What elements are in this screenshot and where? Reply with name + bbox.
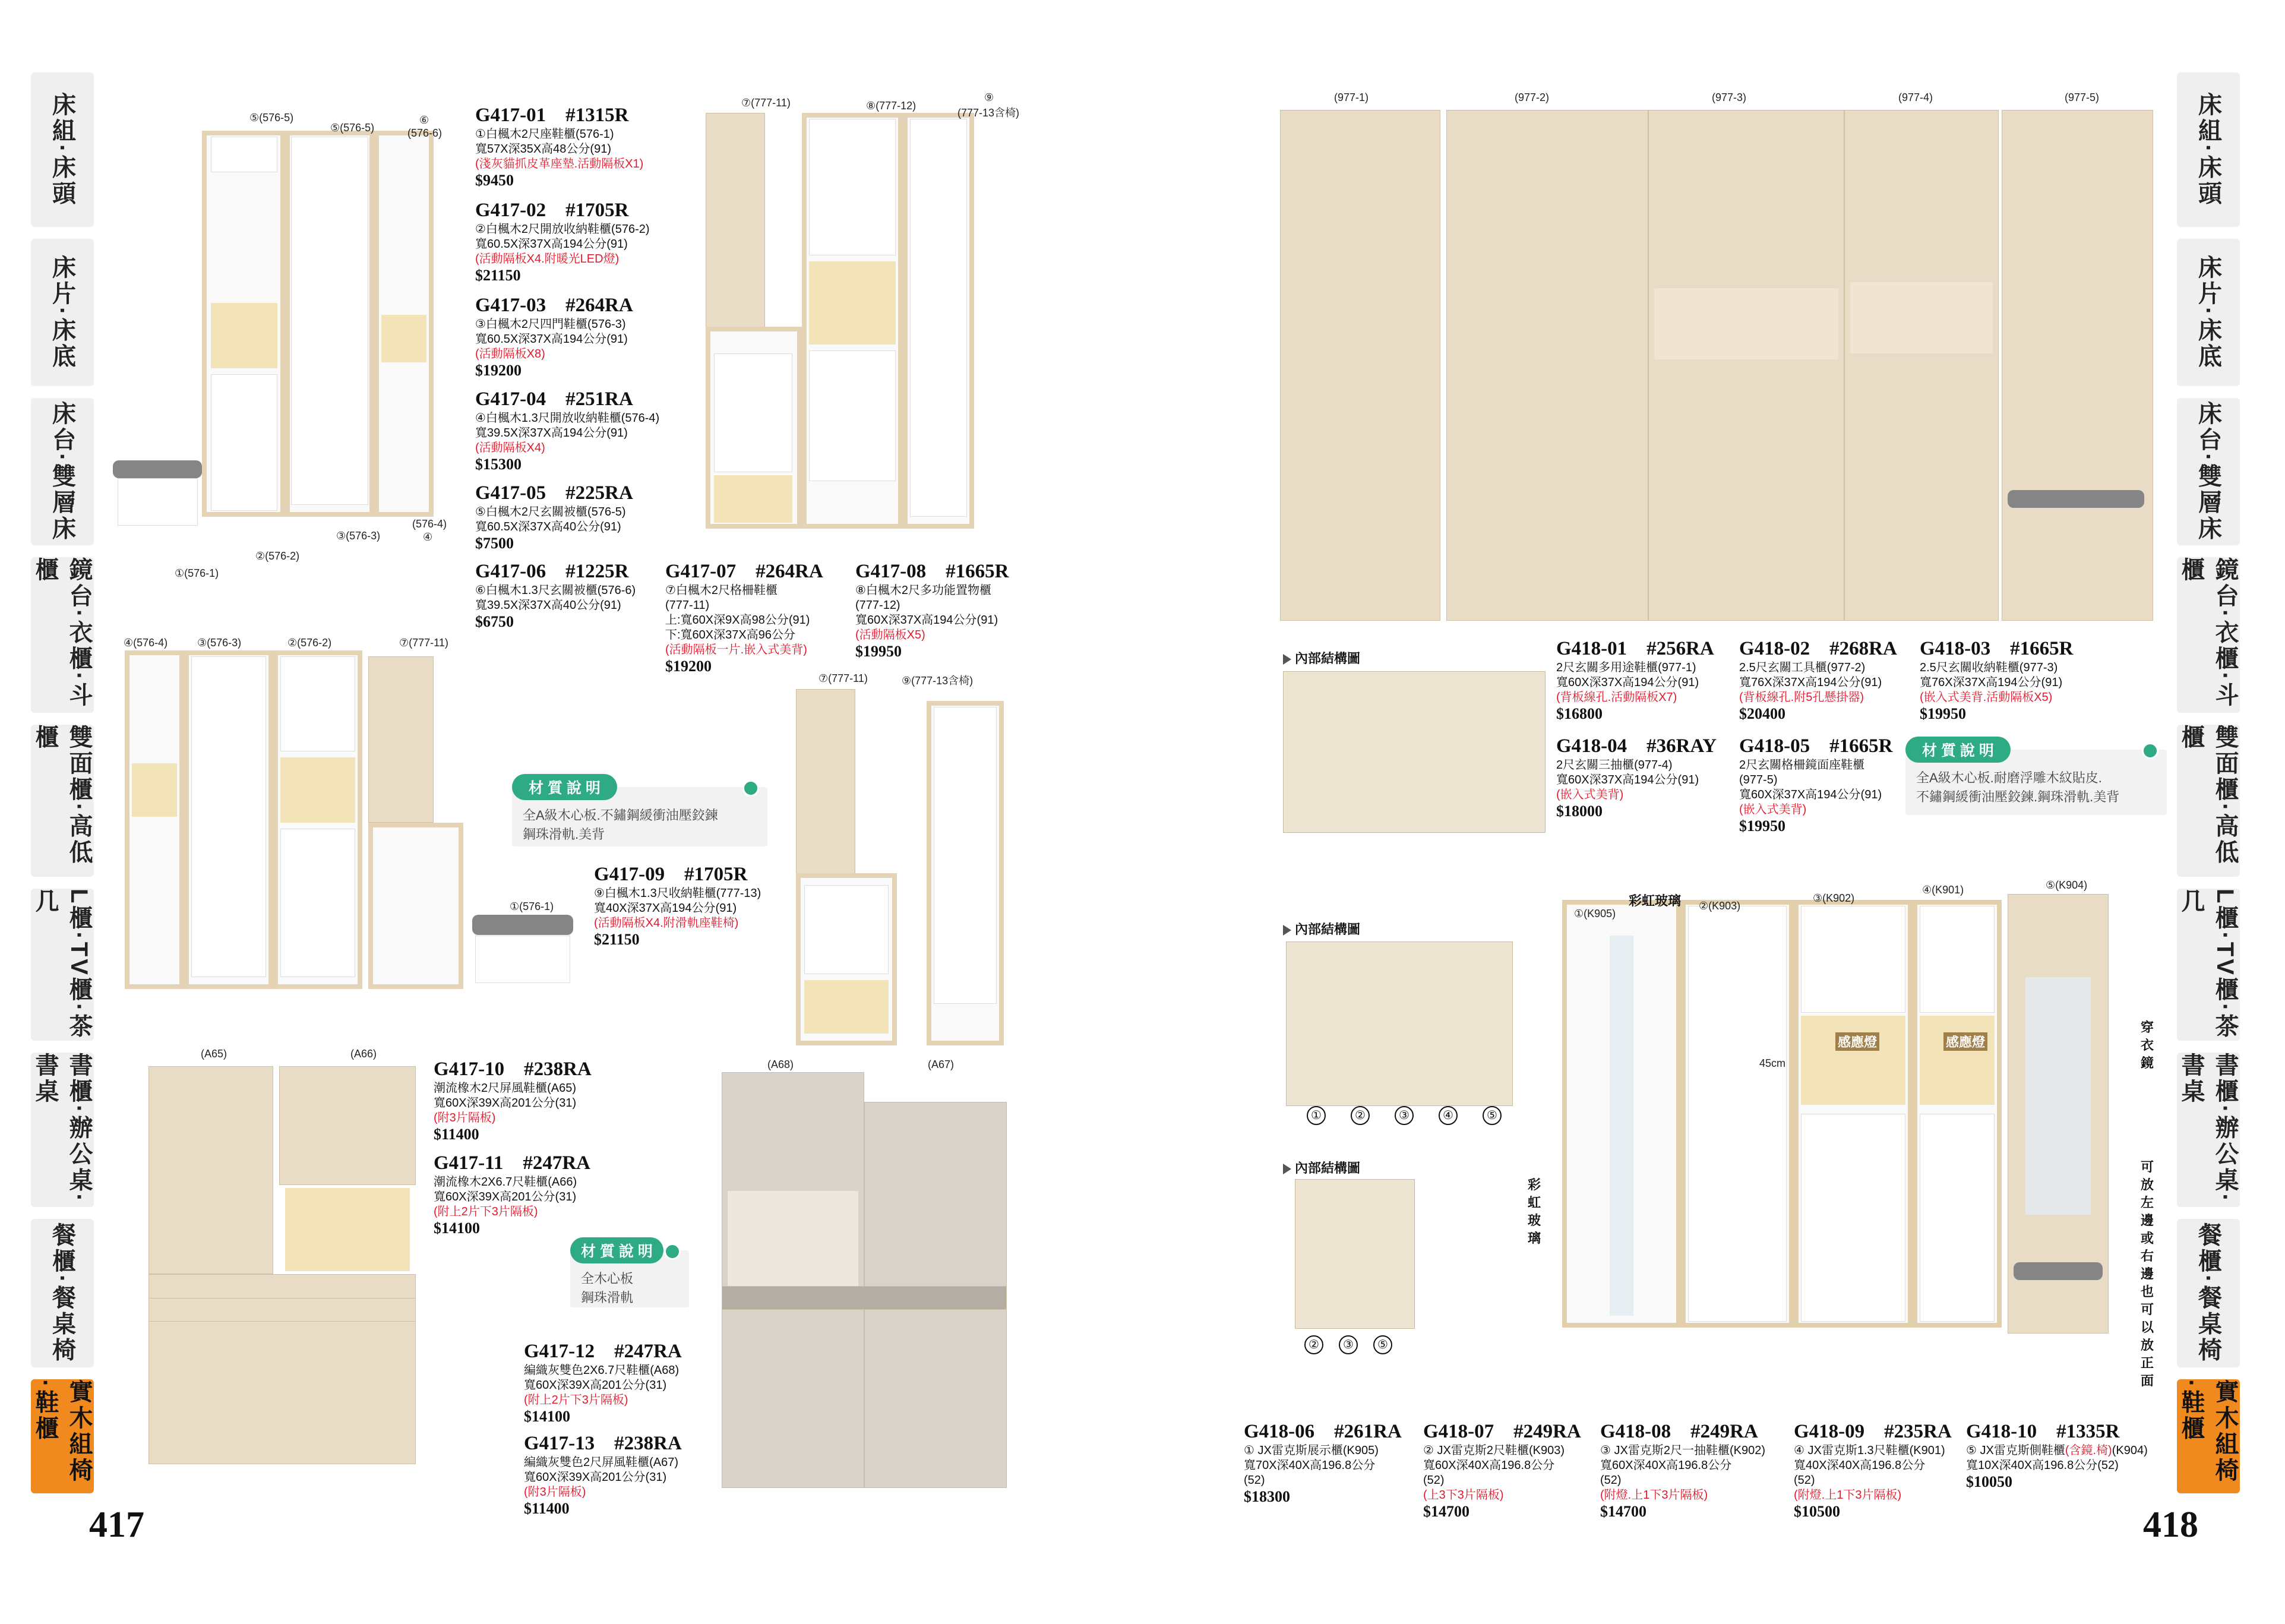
product-size: 寬39.5X深37X高194公分(91) (475, 426, 628, 440)
product-desc: 2尺玄關三抽櫃(977-4) (1556, 759, 1673, 772)
product-code: G418-07 #249RA (1423, 1421, 1581, 1442)
product-size: (777-12) (855, 599, 900, 612)
tab-double-sided-cabinet[interactable]: 雙面櫃·高低櫃 (2177, 725, 2240, 877)
label-977-5: (977-5) (2065, 91, 2100, 103)
label-mid-576-3: ③(576-3) (197, 637, 242, 649)
product-g417-08 (855, 560, 1034, 661)
interior-num-2: ② (1304, 1335, 1323, 1354)
label-576-2: ②(576-2) (255, 550, 300, 562)
product-g418-08 (1600, 1420, 1790, 1521)
product-price: $14100 (434, 1219, 480, 1237)
tab-bed-frame[interactable]: 床台·雙層床 (2177, 398, 2240, 545)
product-desc: ⑦白楓木2尺格柵鞋櫃 (665, 584, 778, 597)
product-photo-a65-a66 (143, 1060, 422, 1476)
product-g418-06 (1244, 1420, 1422, 1506)
product-desc: 編織灰雙色2X6.7尺鞋櫃(A68) (524, 1364, 680, 1377)
product-code: G417-07 #264RA (665, 561, 823, 582)
product-code: G417-12 #247RA (524, 1341, 682, 1362)
product-note: (活動隔板X8) (475, 347, 545, 361)
product-price: $19950 (1920, 705, 1966, 722)
material-line: 鋼珠滑軌 (581, 1290, 634, 1305)
label-977-3: (977-3) (1712, 91, 1747, 103)
material-line: 全A級木心板.耐磨浮雕木紋貼皮. (1916, 770, 2102, 785)
interior-numbers-small (1304, 1335, 1423, 1354)
product-price: $14700 (1600, 1503, 1646, 1520)
product-size: (977-5) (1739, 773, 1778, 786)
tab-vanity-wardrobe[interactable]: 鏡台·衣櫃·斗櫃 (31, 557, 94, 713)
product-photo-k90x-set (1556, 888, 2126, 1381)
label-576-6: (576-6) (407, 127, 443, 139)
interior-title-2: 內部結構圖 (1283, 920, 1360, 938)
product-note: (附3片隔板) (524, 1486, 586, 1499)
interior-num-2: ② (1351, 1106, 1370, 1125)
product-size: 寬40X深40X高196.8公分 (1794, 1459, 1926, 1472)
product-desc: ②白楓木2尺開放收納鞋櫃(576-2) (475, 223, 650, 236)
interior-numbers (1307, 1106, 1521, 1125)
callout-mirror: 穿衣鏡 (2141, 1020, 2154, 1070)
product-code: G418-01 #256RA (1556, 638, 1714, 659)
product-note: (嵌入式美背) (1556, 788, 1624, 801)
product-desc: 2.5尺玄關收納鞋櫃(977-3) (1920, 661, 2058, 674)
label-977-2: (977-2) (1515, 91, 1550, 103)
product-g418-02 (1739, 637, 1923, 723)
tab-vanity-wardrobe[interactable]: 鏡台·衣櫃·斗櫃 (2177, 557, 2240, 713)
product-size: 寬40X深37X高194公分(91) (594, 902, 737, 915)
page-number-right: 418 (2143, 1505, 2198, 1545)
interior-num-5: ⑤ (1373, 1335, 1392, 1354)
product-size2: 寬60X深37X高194公分(91) (1739, 788, 1882, 801)
product-size: 寬10X深40X高196.8公分(52) (1966, 1459, 2119, 1472)
product-note: (活動隔板X4) (475, 441, 545, 454)
product-g417-02 (475, 198, 701, 285)
product-photo-777-13-set (796, 683, 1016, 1051)
label-576-5b: ⑤(576-5) (330, 122, 375, 134)
material-title: 材 質 說 明 (570, 1237, 663, 1263)
product-code: G418-05 #1665R (1739, 735, 1893, 757)
product-g417-03 (475, 293, 701, 380)
label-mid-576-4: ④(576-4) (124, 637, 168, 649)
product-price: $7500 (475, 535, 514, 552)
material-line: 全A級木心板.不鏽鋼緩衝油壓鉸鍊 (523, 808, 718, 823)
product-desc: 2尺玄關多用途鞋櫃(977-1) (1556, 661, 1696, 674)
product-size: 寬60.5X深37X高194公分(91) (475, 238, 628, 251)
product-desc: ④ JX雷克斯1.3尺鞋櫃(K901) (1794, 1444, 1945, 1457)
label-a65: (A65) (201, 1048, 227, 1060)
product-size: 寬70X深40X高196.8公分 (1244, 1459, 1376, 1472)
product-price: $11400 (434, 1126, 479, 1143)
product-size: 寬39.5X深37X高40公分(91) (475, 599, 621, 612)
product-g417-05 (475, 481, 701, 552)
product-note: (背板線孔.附5孔懸掛器) (1739, 691, 1864, 704)
label-777-12: ⑧(777-12) (866, 100, 916, 112)
product-price: $14700 (1423, 1503, 1469, 1520)
product-note: (活動隔板X4.附暖光LED燈) (475, 252, 620, 266)
product-size: 寬60X深39X高201公分(31) (524, 1379, 667, 1392)
product-code: G418-08 #249RA (1600, 1421, 1758, 1442)
product-g418-07 (1423, 1420, 1601, 1521)
product-note: (附上2片下3片隔板) (434, 1205, 538, 1218)
product-price: $11400 (524, 1500, 570, 1517)
product-price: $10500 (1794, 1503, 1840, 1520)
tab-shoe-cabinet[interactable]: 實木組椅·鞋櫃 (2177, 1379, 2240, 1493)
product-price: $6750 (475, 613, 514, 630)
callout-mount-position: 可放左邊或右邊也可以放正面 (2141, 1159, 2154, 1388)
product-g417-10 (434, 1057, 612, 1143)
product-note: (上3下3片隔板) (1423, 1489, 1504, 1502)
label-a67: (A67) (928, 1059, 955, 1070)
material-line: 全木心板 (581, 1271, 634, 1286)
product-code: G418-06 #261RA (1244, 1421, 1402, 1442)
product-note: (附燈.上1下3片隔板) (1794, 1489, 1902, 1502)
material-dot-icon (664, 1243, 681, 1260)
label-a66: (A66) (350, 1048, 377, 1060)
product-price: $18300 (1244, 1488, 1290, 1505)
tab-bed-set[interactable]: 床組·床頭 (2177, 72, 2240, 227)
label-k902: ③(K902) (1813, 892, 1855, 904)
product-note: (背板線孔.活動隔板X7) (1556, 691, 1677, 704)
label-576-3: ③(576-3) (336, 530, 381, 542)
product-size: 寬60X深40X高196.8公分 (1600, 1459, 1732, 1472)
product-code: G418-10 #1335R (1966, 1421, 2120, 1442)
label-k905: ①(K905) (1574, 908, 1616, 920)
label-a68: (A68) (767, 1059, 794, 1070)
product-note: (活動隔板一片.嵌入式美背) (665, 643, 807, 656)
tab-bed-frame[interactable]: 床台·雙層床 (31, 398, 94, 545)
product-desc: ①白楓木2尺座鞋櫃(576-1) (475, 128, 614, 141)
tab-tv-cabinet[interactable]: L櫃·TV櫃·茶几 (31, 889, 94, 1041)
product-price: $10050 (1966, 1473, 2012, 1490)
product-desc: ③白楓木2尺四門鞋櫃(576-3) (475, 318, 626, 331)
product-code: G418-03 #1665R (1920, 638, 2074, 659)
product-note: (活動隔板X4.附滑軌座鞋椅) (594, 917, 739, 930)
product-code: G417-04 #251RA (475, 388, 633, 410)
product-size2: (52) (1423, 1474, 1445, 1487)
product-g417-13 (524, 1432, 726, 1518)
label-576-5a: ⑤(576-5) (249, 112, 294, 124)
product-price: $19200 (475, 362, 522, 379)
interior-num-5: ⑤ (1483, 1106, 1502, 1125)
label-k904: ⑤(K904) (2046, 879, 2088, 891)
product-g418-10 (1966, 1420, 2162, 1491)
product-size: (777-11) (665, 599, 710, 612)
material-dot-icon (742, 780, 759, 797)
label-777-13-num: ⑨ (984, 91, 994, 103)
label-mid-576-1: ①(576-1) (510, 901, 554, 912)
product-size2: 上:寬60X深9X高98公分(91) (665, 614, 810, 627)
interior-num-1: ① (1307, 1106, 1326, 1125)
tab-double-sided-cabinet[interactable]: 雙面櫃·高低櫃 (31, 725, 94, 877)
product-code: G417-13 #238RA (524, 1433, 682, 1454)
product-note: (附燈.上1下3片隔板) (1600, 1489, 1708, 1502)
product-g418-09 (1794, 1420, 1978, 1521)
product-size: 寬60.5X深37X高194公分(91) (475, 333, 628, 346)
product-desc: 2尺玄關格柵鏡面座鞋櫃 (1739, 759, 1865, 772)
product-code: G418-02 #268RA (1739, 638, 1897, 659)
interior-photo-977 (1283, 671, 1546, 833)
tab-bookcase-desk[interactable]: 書櫃·辦公桌·書桌 (2177, 1053, 2240, 1207)
label-g4-777-13: ⑨(777-13含椅) (902, 675, 974, 687)
label-777-13: (777-13含椅) (957, 107, 1020, 119)
interior-num-3: ③ (1395, 1106, 1414, 1125)
product-desc: 潮流橡木2尺屏風鞋櫃(A65) (434, 1082, 577, 1095)
interior-num-4: ④ (1439, 1106, 1458, 1125)
product-size2: (52) (1794, 1474, 1815, 1487)
product-g417-12 (524, 1339, 726, 1426)
product-desc: ⑨白楓木1.3尺收納鞋櫃(777-13) (594, 887, 761, 900)
product-desc: ④白楓木1.3尺開放收納鞋櫃(576-4) (475, 412, 660, 425)
product-code: G417-01 #1315R (475, 105, 629, 126)
interior-title-3: 內部結構圖 (1283, 1158, 1360, 1177)
product-price: $15300 (475, 456, 522, 473)
tab-bed-set[interactable]: 床組·床頭 (31, 72, 94, 227)
callout-sensor-light-2: 感應燈 (1943, 1032, 1987, 1051)
product-desc: 潮流橡木2X6.7尺鞋櫃(A66) (434, 1176, 577, 1189)
callout-rainbow-glass-top: 彩虹玻璃 (1629, 893, 1682, 908)
product-photo-576-set (113, 125, 445, 576)
product-g417-07 (665, 560, 855, 675)
product-desc: ⑤白楓木2尺玄關被櫃(576-5) (475, 505, 626, 519)
product-price: $19950 (855, 643, 902, 660)
material-box-3 (1905, 743, 2167, 815)
product-code: G417-06 #1225R (475, 561, 629, 582)
product-desc: ① JX雷克斯展示櫃(K905) (1244, 1444, 1379, 1457)
product-size: 寬60X深39X高201公分(31) (434, 1190, 577, 1203)
product-g417-11 (434, 1151, 612, 1237)
product-price: $19200 (665, 658, 712, 675)
material-title: 材 質 說 明 (1905, 737, 2011, 763)
tab-shoe-cabinet[interactable]: 實木組椅·鞋櫃 (31, 1379, 94, 1493)
product-photo-777-set (701, 107, 1022, 541)
tab-bed-panel[interactable]: 床片·床底 (2177, 239, 2240, 386)
product-note: (附3片隔板) (434, 1111, 496, 1124)
product-g418-03 (1920, 637, 2110, 723)
material-box-1 (512, 780, 767, 846)
tab-dining[interactable]: 餐櫃·餐桌椅 (2177, 1219, 2240, 1367)
interior-title-1: 內部結構圖 (1283, 649, 1360, 667)
page-number-left: 417 (89, 1505, 144, 1545)
product-desc: ⑧白楓木2尺多功能置物櫃 (855, 584, 992, 597)
callout-dimension: 45cm (1759, 1057, 1786, 1069)
product-price: $19950 (1739, 817, 1785, 835)
tab-tv-cabinet[interactable]: L櫃·TV櫃·茶几 (2177, 889, 2240, 1041)
label-576-6-num: ⑥ (419, 114, 429, 126)
product-size: 寬76X深37X高194公分(91) (1920, 676, 2063, 689)
product-price: $21150 (594, 931, 640, 948)
product-code: G418-04 #36RAY (1556, 735, 1717, 757)
product-g418-05 (1739, 734, 1917, 835)
label-977-4: (977-4) (1898, 91, 1933, 103)
product-size: 寬60.5X深37X高40公分(91) (475, 520, 621, 533)
product-g417-09 (594, 862, 808, 949)
label-mid-576-2: ②(576-2) (287, 637, 332, 649)
product-size: 寬76X深37X高194公分(91) (1739, 676, 1882, 689)
material-line: 鋼珠滑軌.美背 (523, 827, 605, 842)
product-size: 寬60X深39X高201公分(31) (524, 1471, 667, 1484)
product-code: G417-05 #225RA (475, 482, 633, 504)
product-price: $20400 (1739, 705, 1785, 722)
product-desc: ⑤ JX雷克斯側鞋櫃(含鏡.椅)(K904) (1966, 1444, 2148, 1457)
label-mid-777-11: ⑦(777-11) (399, 637, 448, 649)
tab-bookcase-desk[interactable]: 書櫃·辦公桌·書桌 (31, 1053, 94, 1207)
product-g418-01 (1556, 637, 1746, 723)
product-note: (淺灰貓抓皮革座墊.活動隔板X1) (475, 157, 644, 170)
label-k901: ④(K901) (1922, 884, 1964, 896)
label-576-4: (576-4) (412, 518, 447, 530)
left-category-sidebar (31, 72, 94, 1493)
label-576-4-num: ④ (423, 531, 433, 543)
product-code: G417-10 #238RA (434, 1059, 592, 1080)
product-code: G417-03 #264RA (475, 295, 633, 316)
product-g417-01 (475, 103, 701, 189)
product-code: G417-09 #1705R (594, 864, 748, 885)
material-title: 材 質 說 明 (512, 774, 617, 800)
product-note: (附上2片下3片隔板) (524, 1394, 628, 1407)
product-size3: 下:寬60X深37X高96公分 (665, 628, 795, 642)
product-note: (嵌入式美背.活動隔板X5) (1920, 691, 2053, 704)
interior-num-3: ③ (1339, 1335, 1358, 1354)
product-size2: (52) (1600, 1474, 1622, 1487)
product-size: 寬60X深37X高194公分(91) (1556, 773, 1699, 786)
product-desc: 2.5尺玄關工具櫃(977-2) (1739, 661, 1866, 674)
product-g418-04 (1556, 734, 1740, 820)
product-size: 寬57X深35X高48公分(91) (475, 143, 611, 156)
tab-bed-panel[interactable]: 床片·床底 (31, 239, 94, 386)
material-dot-icon (2142, 743, 2158, 759)
callout-sensor-light-1: 感應燈 (1835, 1032, 1879, 1051)
product-g417-04 (475, 387, 701, 473)
label-g4-777-11: ⑦(777-11) (818, 672, 868, 684)
product-price: $16800 (1556, 705, 1603, 722)
product-photo-a68-a67 (722, 1072, 1013, 1500)
product-desc: ⑥白楓木1.3尺玄關被櫃(576-6) (475, 584, 636, 597)
interior-photo-k90x (1286, 941, 1513, 1106)
interior-photo-small (1295, 1179, 1415, 1329)
label-576-1: ①(576-1) (175, 567, 219, 579)
product-desc: ③ JX雷克斯2尺一抽鞋櫃(K902) (1600, 1444, 1765, 1457)
product-desc: 編織灰雙色2尺屏風鞋櫃(A67) (524, 1456, 679, 1469)
product-size: 寬60X深40X高196.8公分 (1423, 1459, 1555, 1472)
label-977-1: (977-1) (1334, 91, 1369, 103)
callout-rainbow-glass-side: 彩虹玻璃 (1528, 1177, 1541, 1246)
product-size2: 寬60X深37X高194公分(91) (855, 614, 998, 627)
tab-dining[interactable]: 餐櫃·餐桌椅 (31, 1219, 94, 1367)
product-price: $18000 (1556, 802, 1603, 820)
material-box-2 (570, 1243, 689, 1307)
label-k903: ②(K903) (1699, 900, 1741, 912)
product-code: G418-09 #235RA (1794, 1421, 1952, 1442)
product-size: 寬60X深39X高201公分(31) (434, 1097, 577, 1110)
material-line: 不鏽鋼緩衝油壓鉸鍊.鋼珠滑軌.美背 (1916, 789, 2120, 804)
product-note: (活動隔板X5) (855, 628, 925, 642)
product-price: $21150 (475, 267, 521, 284)
product-size: 寬60X深37X高194公分(91) (1556, 676, 1699, 689)
product-desc: ② JX雷克斯2尺鞋櫃(K903) (1423, 1444, 1565, 1457)
product-code: G417-02 #1705R (475, 200, 629, 221)
label-777-11: ⑦(777-11) (741, 97, 791, 109)
product-code: G417-08 #1665R (855, 561, 1009, 582)
product-price: $9450 (475, 172, 514, 189)
product-size2: (52) (1244, 1474, 1265, 1487)
right-category-sidebar (2177, 72, 2240, 1493)
product-photo-977-set (1274, 104, 2159, 630)
product-code: G417-11 #247RA (434, 1152, 590, 1174)
product-price: $14100 (524, 1408, 570, 1425)
product-note: (嵌入式美背) (1739, 803, 1807, 816)
